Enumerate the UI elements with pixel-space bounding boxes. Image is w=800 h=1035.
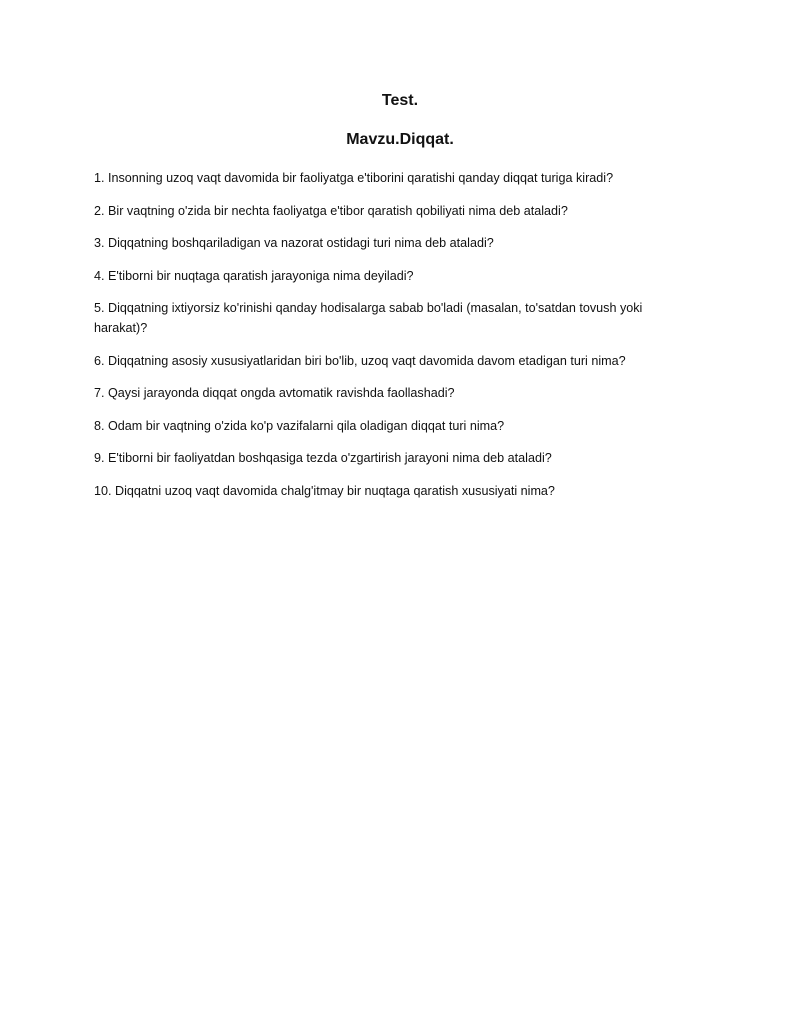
question-item: 4. E'tiborni bir nuqtaga qaratish jarayoniga nima deyiladi? bbox=[94, 268, 414, 283]
question-item: 10. Diqqatni uzoq vaqt davomida chalg'itmay bir nuqtaga qaratish xususiyati nima? bbox=[94, 483, 555, 498]
document-title: Test. bbox=[381, 92, 419, 109]
question-item: 5. Diqqatning ixtiyorsiz ko'rinishi qanday hodisalarga sabab bo'ladi (masalan, to'satdan tovush yoki harakat)? bbox=[94, 301, 643, 335]
question-item: 7. Qaysi jarayonda diqqat ongda avtomatik ravishda faollashadi? bbox=[94, 386, 455, 400]
question-item: 8. Odam bir vaqtning o'zida ko'p vazifalarni qila oladigan diqqat turi nima? bbox=[94, 418, 505, 433]
question-item: 6. Diqqatning asosiy xususiyatlaridan biri bo'lib, uzoq vaqt davomida davom etadigan turi nima? bbox=[94, 353, 626, 368]
question-item: 2. Bir vaqtning o'zida bir nechta faoliyatga e'tibor qaratish qobiliyati nima deb ataladi? bbox=[94, 203, 568, 218]
question-item: 3. Diqqatning boshqariladigan va nazorat ostidagi turi nima deb ataladi? bbox=[94, 236, 494, 250]
question-list bbox=[94, 168, 694, 513]
question-item: 1. Insonning uzoq vaqt davomida bir faoliyatga e'tiborini qaratishi qanday diqqat turiga kiradi? bbox=[94, 171, 614, 185]
document-subtitle: Mavzu.Diqqat. bbox=[346, 131, 454, 148]
question-item: 9. E'tiborni bir faoliyatdan boshqasiga tezda o'zgartirish jarayoni nima deb ataladi? bbox=[94, 451, 552, 465]
